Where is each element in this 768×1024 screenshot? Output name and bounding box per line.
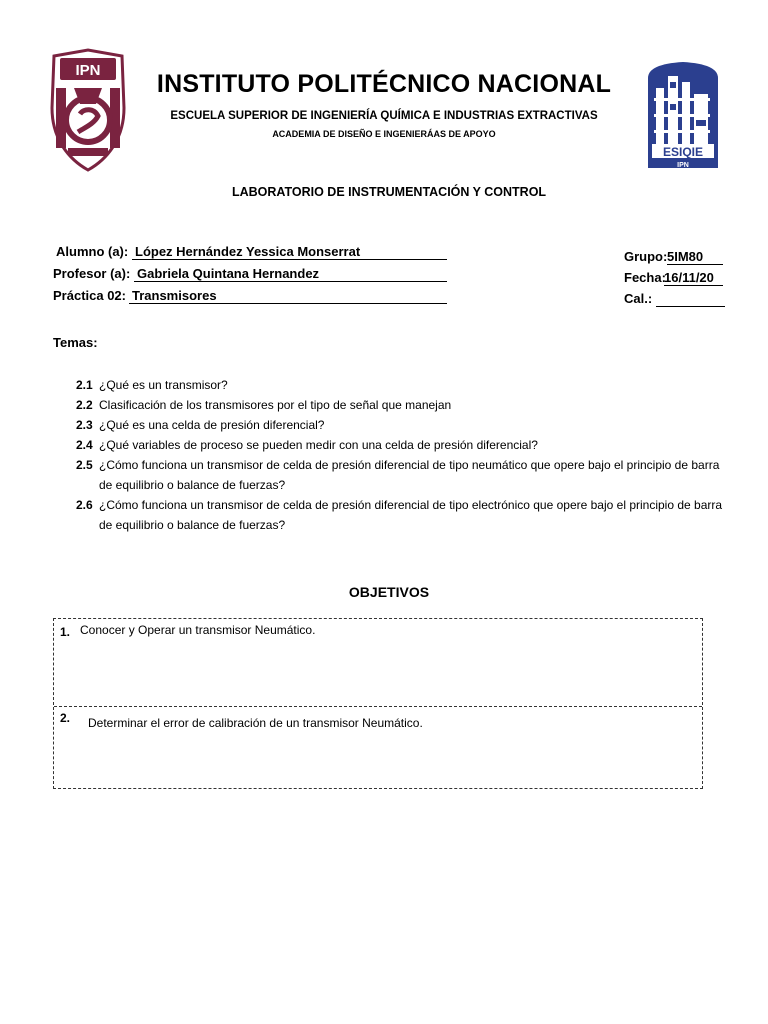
objective-text: Conocer y Operar un transmisor Neumático. [80,623,316,637]
practica-value: Transmisores [129,288,447,304]
svg-text:ESIQIE: ESIQIE [662,145,704,159]
topic-number: 2.5 [76,458,93,472]
academy-name: ACADEMIA DE DISEÑO E INGENIERÁAS DE APOYO [272,129,496,139]
topic-number: 2.4 [76,438,93,452]
topic-text: ¿Cómo funciona un transmisor de celda de presión diferencial de tipo neumático que opere bajo el principio de barra de equilibrio o balance de fuerzas? [99,458,720,492]
practica-label: Práctica 02: [53,288,126,303]
topic-number: 2.3 [76,418,93,432]
esiqie-logo [644,58,722,172]
fecha-label: Fecha: [624,270,666,285]
objectives-box [53,618,703,789]
topic-item [76,455,736,495]
topic-item [76,495,736,535]
profesor-value: Gabriela Quintana Hernandez [134,266,447,282]
topic-number: 2.6 [76,498,93,512]
topic-number: 2.2 [76,398,93,412]
topic-number: 2.1 [76,378,93,392]
cal-label: Cal.: [624,291,653,306]
alumno-value: López Hernández Yessica Monserrat [132,244,447,260]
lab-title: LABORATORIO DE INSTRUMENTACIÓN Y CONTROL [231,185,547,199]
topic-item [76,415,736,435]
objective-number: 2. [60,711,71,725]
svg-text:IPN: IPN [677,162,689,169]
topic-text: ¿Qué es un transmisor? [99,378,228,392]
topic-text: ¿Qué variables de proceso se pueden medir con una celda de presión diferencial? [99,438,538,452]
ipn-logo-icon [44,48,132,172]
topic-text: ¿Qué es una celda de presión diferencial? [99,418,325,432]
objective-row [54,619,702,707]
grupo-value: 5IM80 [667,249,723,265]
cal-value [656,291,725,307]
grupo-label: Grupo: [624,249,668,264]
school-name: ESCUELA SUPERIOR DE INGENIERÍA QUÍMICA E INDUSTRIAS EXTRACTIVAS [170,110,598,122]
fecha-value: 16/11/20 [664,270,723,286]
objectives-heading: OBJETIVOS [348,584,430,600]
svg-text:IPN: IPN [75,62,101,79]
topics-heading: Temas: [53,335,98,350]
topic-item [76,435,736,455]
objective-row [54,707,702,788]
ipn-logo [44,48,132,172]
institute-title: INSTITUTO POLITÉCNICO NACIONAL [156,70,612,98]
esiqie-logo-icon [644,58,722,172]
topic-item [76,395,736,415]
profesor-label: Profesor (a): [53,266,131,281]
objective-number: 1. [60,625,71,639]
topic-item [76,375,736,395]
topic-text: Clasificación de los transmisores por el tipo de señal que manejan [99,398,452,412]
alumno-label: Alumno (a): [56,244,129,259]
objective-text: Determinar el error de calibración de un transmisor Neumático. [88,716,423,730]
topic-text: ¿Cómo funciona un transmisor de celda de presión diferencial de tipo electrónico que opere bajo el principio de barra de equilibrio o balance de fuerzas? [99,498,723,532]
